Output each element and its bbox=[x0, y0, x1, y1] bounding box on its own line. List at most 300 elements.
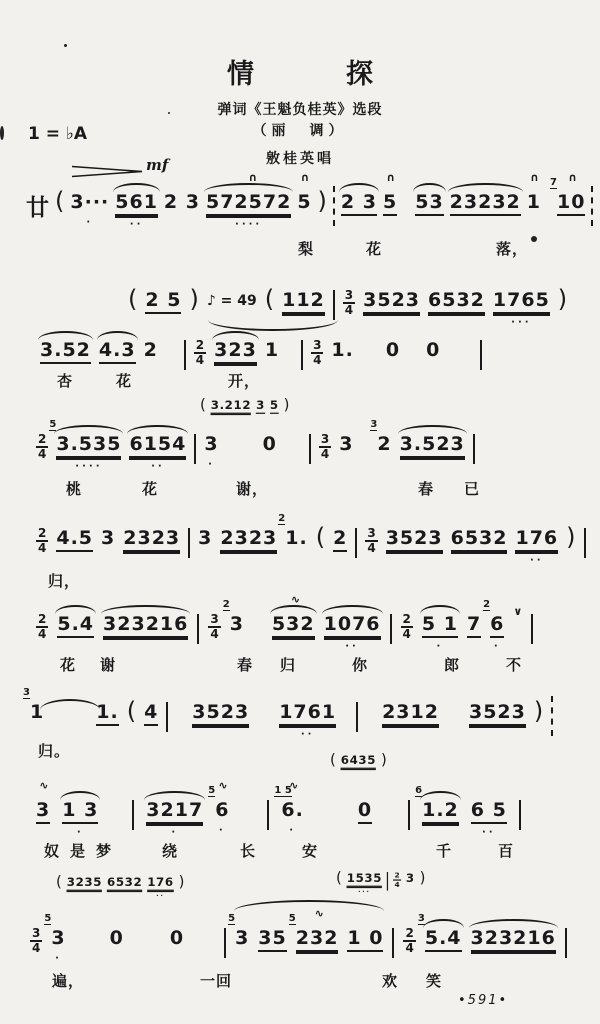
subtitle: 弹词《王魁负桂英》选段 bbox=[217, 102, 383, 118]
spacer bbox=[176, 702, 184, 703]
lyric-syllable: 一回 bbox=[200, 972, 233, 990]
ts-denominator: 4 bbox=[210, 627, 219, 642]
ts-denominator: 4 bbox=[195, 353, 205, 368]
note-text: 1. bbox=[331, 339, 354, 361]
piece-title bbox=[0, 52, 600, 91]
note-text: 10 bbox=[557, 192, 585, 216]
note-text: 0 bbox=[385, 339, 401, 361]
music-system-1 bbox=[26, 171, 593, 230]
note-token bbox=[204, 433, 219, 470]
note-text: 323216 bbox=[103, 614, 188, 638]
music-system-4 bbox=[36, 419, 475, 472]
barline bbox=[197, 614, 199, 644]
note-text: 4 bbox=[144, 702, 158, 726]
note-token bbox=[57, 614, 94, 638]
note-token bbox=[107, 876, 142, 891]
note-text: 0 bbox=[262, 433, 277, 455]
lyric-syllable: 花 bbox=[366, 240, 383, 258]
lyric-syllable: 桃 bbox=[66, 480, 83, 498]
parenthesis: ) bbox=[178, 872, 185, 891]
note-text: 1. bbox=[285, 527, 308, 549]
note-text: 3235 bbox=[66, 875, 103, 890]
note-text: 3 bbox=[405, 871, 415, 886]
ts-numerator: 2 bbox=[36, 527, 48, 542]
time-signature bbox=[36, 433, 48, 461]
barline bbox=[132, 800, 134, 830]
note-text: 3 bbox=[229, 613, 244, 635]
note-token bbox=[101, 528, 115, 550]
note-token bbox=[331, 340, 353, 362]
music-system-2 bbox=[128, 285, 568, 328]
note-text: 6532 bbox=[451, 528, 508, 552]
lyric-syllable: 花 bbox=[60, 656, 77, 674]
barline bbox=[392, 928, 394, 958]
lyric-syllable: 安 bbox=[302, 842, 319, 860]
ts-numerator: 3 bbox=[365, 527, 377, 542]
note-text: 3.212 bbox=[210, 398, 252, 413]
note-token bbox=[400, 434, 465, 458]
note-text: 3 bbox=[101, 527, 116, 549]
ts-numerator: 2 bbox=[403, 927, 415, 942]
spacer bbox=[287, 340, 293, 341]
note-text: 3.535 bbox=[56, 434, 121, 458]
music-system-6 bbox=[36, 593, 533, 652]
grace-note: 3 bbox=[23, 687, 30, 698]
time-signature bbox=[208, 613, 220, 641]
note-token bbox=[208, 779, 230, 836]
barline bbox=[166, 702, 168, 732]
ts-denominator: 4 bbox=[394, 880, 400, 889]
note-token bbox=[192, 702, 249, 726]
time-signature bbox=[319, 433, 331, 461]
note-text: 176 bbox=[515, 528, 558, 552]
octave-dots: ·· bbox=[129, 218, 144, 230]
note-token bbox=[274, 779, 304, 836]
ts-numerator: 3 bbox=[343, 289, 355, 304]
note-token bbox=[222, 599, 244, 636]
note-text: 532 bbox=[272, 614, 315, 638]
spacer bbox=[166, 340, 176, 341]
tie-arc bbox=[234, 900, 384, 911]
note-token bbox=[469, 702, 526, 726]
note-text: 3 bbox=[256, 398, 265, 413]
note-token bbox=[347, 928, 383, 952]
ts-numerator: 2 bbox=[36, 433, 48, 448]
note-text: 6532 bbox=[428, 290, 485, 314]
note-text: 572572 bbox=[206, 192, 291, 216]
note-token bbox=[470, 799, 507, 838]
dynamic-marking: mf bbox=[146, 156, 169, 174]
note-token bbox=[421, 613, 458, 652]
dashed-barline bbox=[333, 186, 335, 226]
time-signature bbox=[311, 339, 323, 367]
lyric-syllable: 笑 bbox=[426, 972, 443, 990]
grace-note-run bbox=[330, 750, 387, 769]
note-text: 3523 bbox=[192, 702, 249, 726]
lyric-syllable: 谢， bbox=[236, 480, 269, 498]
note-text: 1 0 bbox=[347, 928, 383, 952]
parenthesis: ( bbox=[315, 523, 326, 551]
spacer bbox=[447, 702, 461, 703]
lyric-syllable: 归， bbox=[48, 572, 81, 590]
note-token bbox=[228, 913, 250, 950]
note-text: 0 bbox=[109, 927, 124, 949]
note-text: 2312 bbox=[382, 702, 439, 726]
note-text: 1 bbox=[30, 701, 45, 723]
lyric-syllable: 不 bbox=[506, 656, 523, 674]
ink-speck bbox=[0, 126, 4, 140]
note-token bbox=[103, 614, 188, 638]
ornament-icon: ∩ bbox=[386, 171, 396, 184]
note-text: 23232 bbox=[450, 192, 521, 216]
note-text: 6435 bbox=[340, 753, 377, 768]
spacer bbox=[110, 800, 120, 801]
note-token bbox=[406, 872, 415, 886]
lyric-syllable: 归 bbox=[280, 656, 297, 674]
grace-note: 5 bbox=[228, 913, 236, 924]
octave-dots: · bbox=[76, 826, 84, 838]
ornament-icon: ∩ bbox=[248, 171, 258, 184]
note-token bbox=[36, 779, 51, 824]
note-text: 1076 bbox=[324, 614, 381, 638]
barline bbox=[267, 800, 269, 830]
parenthesis: ( bbox=[128, 285, 138, 313]
time-signature bbox=[36, 527, 48, 555]
note-token bbox=[129, 433, 187, 472]
note-text: 2 bbox=[143, 339, 158, 361]
spacer bbox=[257, 702, 271, 703]
note-token bbox=[341, 192, 377, 216]
ts-denominator: 4 bbox=[32, 941, 41, 956]
parenthesis: ( bbox=[264, 285, 275, 313]
note-token bbox=[123, 528, 180, 552]
note-text: 5 bbox=[269, 398, 279, 413]
grace-note-run bbox=[200, 395, 290, 414]
note-token bbox=[67, 876, 102, 891]
breath-mark: ∨ bbox=[513, 605, 523, 618]
parenthesis: ) bbox=[566, 523, 576, 551]
note-text: 3523 bbox=[469, 702, 526, 726]
grace-note: 7 bbox=[550, 177, 557, 188]
note-text: 1761 bbox=[279, 702, 336, 726]
key-signature: 1 = ♭A bbox=[28, 124, 88, 144]
note-text: 1 3 bbox=[62, 800, 98, 824]
lyric-syllable: 奴 bbox=[44, 842, 61, 860]
spacer bbox=[133, 928, 161, 929]
note-token bbox=[515, 527, 559, 566]
note-token bbox=[450, 192, 521, 216]
ts-denominator: 4 bbox=[402, 627, 411, 642]
note-text: 0 bbox=[426, 339, 441, 361]
note-token bbox=[483, 599, 505, 652]
grace-note: 5 bbox=[208, 785, 216, 796]
note-text: 2 bbox=[333, 528, 347, 552]
note-text: 323216 bbox=[471, 928, 556, 952]
grace-note-run bbox=[56, 872, 185, 900]
note-text: 1 bbox=[526, 191, 542, 213]
note-text: 2 3 bbox=[341, 192, 377, 216]
decrescendo-hairpin-icon bbox=[72, 163, 144, 182]
parenthesis: ) bbox=[283, 395, 290, 414]
note-token bbox=[358, 800, 372, 824]
barline bbox=[188, 528, 190, 558]
note-token bbox=[323, 613, 381, 652]
lyric-syllable: 杏 bbox=[57, 372, 74, 390]
note-text: 6 5 bbox=[471, 800, 507, 824]
barline bbox=[194, 434, 196, 464]
grace-note: 2 bbox=[278, 513, 286, 524]
parenthesis: ( bbox=[336, 868, 342, 887]
barline bbox=[387, 872, 388, 891]
note-text: 5 bbox=[383, 192, 397, 216]
spacer bbox=[285, 434, 301, 435]
time-signature bbox=[194, 339, 206, 367]
note-text: 2 bbox=[377, 433, 392, 455]
spacer bbox=[362, 340, 378, 341]
ts-denominator: 4 bbox=[38, 541, 47, 556]
parenthesis: ) bbox=[317, 187, 327, 215]
ornament-icon: ∩ bbox=[530, 171, 540, 184]
ts-denominator: 4 bbox=[344, 303, 354, 318]
grace-note: 2 bbox=[483, 599, 491, 610]
note-text: 3523 bbox=[363, 290, 420, 314]
spacer bbox=[193, 928, 215, 929]
lyric-syllable: 千 bbox=[436, 842, 453, 860]
music-system-8 bbox=[36, 779, 521, 838]
tie-arc bbox=[40, 699, 100, 710]
note-text: 1 bbox=[264, 339, 280, 361]
ornament-icon: ∿ bbox=[314, 907, 324, 920]
barline bbox=[333, 290, 335, 320]
note-text: 112 bbox=[282, 290, 325, 314]
grace-note: 3 bbox=[370, 419, 378, 430]
note-text: 2 5 bbox=[145, 290, 181, 314]
grace-note: 3 bbox=[417, 913, 425, 924]
note-text: 5 bbox=[297, 191, 312, 213]
note-text: 3··· bbox=[70, 191, 110, 213]
barline bbox=[408, 800, 410, 830]
note-token bbox=[256, 399, 265, 414]
parenthesis: ( bbox=[126, 697, 137, 725]
ts-numerator: 3 bbox=[208, 613, 220, 628]
note-text: 323 bbox=[214, 340, 257, 364]
lyric-syllable: 已 bbox=[464, 480, 481, 498]
spacer bbox=[253, 614, 263, 615]
note-token bbox=[263, 434, 277, 456]
note-token bbox=[382, 702, 439, 726]
note-token bbox=[363, 290, 420, 314]
note-token bbox=[220, 528, 277, 552]
ts-numerator: 3 bbox=[319, 433, 331, 448]
note-text: 6532 bbox=[107, 875, 143, 890]
note-text: 3 bbox=[204, 433, 219, 455]
note-token bbox=[62, 799, 99, 838]
note-token bbox=[99, 340, 136, 364]
ts-denominator: 4 bbox=[320, 447, 330, 462]
note-text: 3 bbox=[339, 433, 354, 455]
note-text: 6. bbox=[281, 799, 304, 821]
barline bbox=[565, 928, 567, 958]
ornament-icon: ∩ bbox=[300, 171, 310, 184]
lyric-syllable: 归。 bbox=[38, 742, 71, 760]
note-token bbox=[44, 913, 66, 964]
barline bbox=[224, 928, 226, 958]
parenthesis: ) bbox=[557, 285, 568, 313]
spacer bbox=[227, 434, 255, 435]
note-token bbox=[386, 528, 443, 552]
note-token bbox=[526, 171, 542, 214]
spacer bbox=[408, 340, 418, 341]
parenthesis: ) bbox=[381, 750, 387, 769]
tempo-marking: ♪ = 49 bbox=[206, 293, 257, 309]
ts-denominator: 4 bbox=[313, 353, 322, 368]
barline bbox=[301, 340, 303, 370]
barline bbox=[356, 702, 358, 732]
note-token bbox=[550, 171, 586, 216]
octave-dots: · bbox=[218, 824, 226, 836]
note-token bbox=[146, 799, 204, 838]
barline bbox=[519, 800, 521, 830]
lyric-syllable: 郎 bbox=[444, 656, 461, 674]
spacer bbox=[547, 192, 551, 193]
free-meter-mark: 廿 bbox=[26, 195, 49, 221]
note-token bbox=[382, 171, 398, 216]
lyric-syllable: 花 bbox=[116, 372, 133, 390]
spacer bbox=[361, 434, 369, 435]
note-token bbox=[471, 928, 556, 952]
note-text: 6 bbox=[490, 614, 504, 638]
lyric-syllable: 春 bbox=[418, 480, 435, 498]
note-token bbox=[278, 513, 308, 550]
grace-note-run bbox=[246, 903, 372, 911]
note-token bbox=[144, 702, 158, 726]
note-token bbox=[164, 192, 200, 214]
octave-dots: ·· bbox=[156, 892, 165, 900]
barline bbox=[473, 434, 475, 464]
note-token bbox=[297, 171, 312, 214]
note-text: 176 bbox=[147, 875, 174, 890]
note-text: 2 3 bbox=[163, 191, 200, 213]
octave-dots: ···· bbox=[75, 460, 103, 472]
note-token bbox=[211, 399, 251, 414]
note-text: 4.3 bbox=[99, 340, 136, 364]
music-system-3 bbox=[40, 340, 482, 370]
note-text: 1765 bbox=[493, 290, 550, 314]
lyric-syllable: 百 bbox=[498, 842, 515, 860]
note-text: 35 bbox=[258, 928, 286, 952]
note-text: 6 bbox=[215, 799, 230, 821]
note-text: 3 bbox=[198, 527, 213, 549]
note-text: 3 bbox=[235, 927, 250, 949]
note-token bbox=[145, 290, 181, 314]
note-text: 3.52 bbox=[40, 340, 91, 364]
title-char-left: 情 bbox=[227, 59, 254, 90]
parenthesis: ) bbox=[419, 868, 426, 887]
note-text: 7 bbox=[467, 614, 481, 638]
note-text: 1. bbox=[96, 702, 118, 726]
note-text: 232 bbox=[296, 928, 339, 952]
ts-numerator: 2 bbox=[36, 613, 48, 628]
spacer bbox=[384, 800, 396, 801]
parenthesis: ( bbox=[330, 750, 336, 769]
ink-speck bbox=[531, 236, 537, 242]
octave-dots: ··· bbox=[358, 888, 371, 896]
singer-credit: 敫桂英唱 bbox=[266, 151, 334, 167]
note-token bbox=[70, 191, 110, 228]
ts-numerator: 2 bbox=[401, 613, 413, 628]
grace-note: 1 5 bbox=[274, 785, 292, 796]
lyric-syllable: 你 bbox=[352, 656, 369, 674]
octave-dots: ···· bbox=[235, 218, 263, 230]
note-token bbox=[282, 290, 325, 314]
barline bbox=[584, 528, 586, 558]
grace-note: 6 bbox=[415, 785, 423, 796]
note-token bbox=[417, 913, 462, 952]
barline bbox=[309, 434, 311, 464]
octave-dots: ·· bbox=[530, 554, 544, 566]
note-text: 1535 bbox=[346, 871, 383, 886]
dashed-barline bbox=[591, 186, 593, 226]
note-text: 6154 bbox=[129, 434, 186, 458]
grace-note-run bbox=[336, 868, 426, 896]
note-text: 5.4 bbox=[57, 614, 94, 638]
note-text: 3.523 bbox=[400, 434, 465, 458]
note-text: 3217 bbox=[146, 800, 203, 824]
octave-dots: · bbox=[289, 824, 297, 836]
barline bbox=[480, 340, 482, 370]
note-token bbox=[205, 171, 292, 230]
note-token bbox=[370, 419, 392, 456]
note-text: 4.5 bbox=[56, 528, 93, 552]
spacer bbox=[448, 340, 472, 341]
grace-note: 2 bbox=[222, 599, 230, 610]
octave-dots: ·· bbox=[345, 640, 359, 652]
note-token bbox=[214, 340, 257, 364]
parenthesis: ) bbox=[533, 697, 544, 725]
lyric-syllable: 谢 bbox=[100, 656, 117, 674]
octave-dots: · bbox=[171, 826, 179, 838]
note-text: 53 bbox=[415, 192, 443, 216]
note-token bbox=[415, 785, 459, 824]
grace-note: 5 bbox=[288, 913, 296, 924]
parenthesis: ) bbox=[189, 285, 199, 313]
spacer bbox=[403, 192, 409, 193]
barline bbox=[355, 528, 357, 558]
lyric-syllable: 是 bbox=[70, 842, 87, 860]
note-token bbox=[288, 907, 339, 952]
time-signature bbox=[365, 527, 377, 555]
octave-dots: ·· bbox=[300, 728, 315, 740]
ts-numerator: 2 bbox=[394, 870, 400, 880]
lyric-syllable: 开， bbox=[228, 372, 261, 390]
music-system-5 bbox=[36, 513, 586, 566]
barline bbox=[531, 614, 533, 644]
lyric-syllable: 梨 bbox=[298, 240, 315, 258]
ornament-icon: ∩ bbox=[568, 171, 578, 184]
note-token bbox=[346, 871, 383, 896]
octave-dots: ·· bbox=[482, 826, 496, 838]
parenthesis: ( bbox=[55, 187, 65, 215]
note-text: 3 bbox=[36, 800, 50, 824]
note-text: 3 bbox=[51, 927, 66, 949]
music-system-7 bbox=[23, 687, 553, 740]
ts-denominator: 4 bbox=[38, 447, 47, 462]
lyric-syllable: 春 bbox=[237, 656, 254, 674]
spacer bbox=[75, 928, 101, 929]
lyric-syllable: 花 bbox=[142, 480, 159, 498]
grace-note-run bbox=[208, 320, 338, 331]
slur-under-arc bbox=[208, 320, 338, 331]
